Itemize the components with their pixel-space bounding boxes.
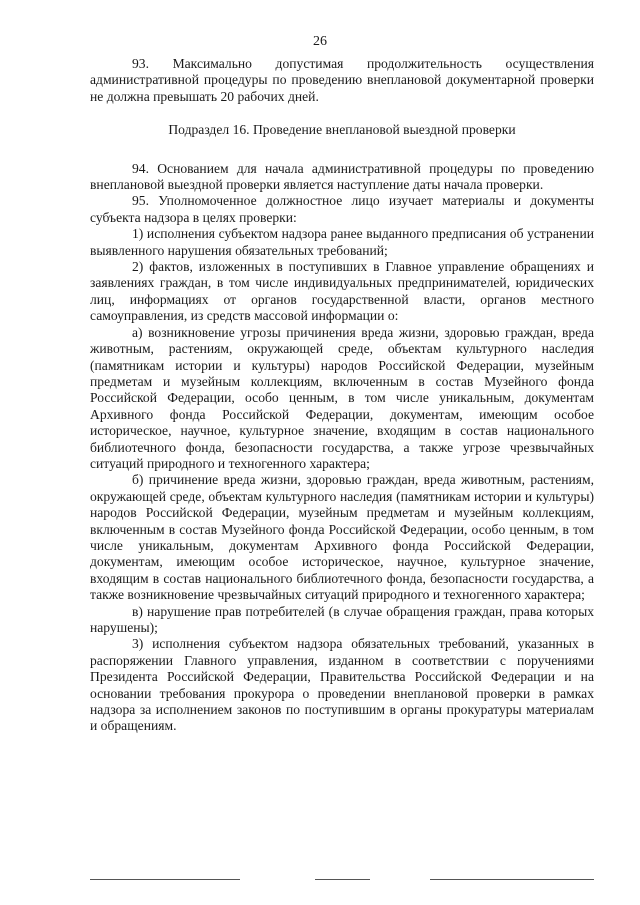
list-item-2: 2) фактов, изложенных в поступивших в Главное управление обращениях и заявлениях граждан, в том числе индивидуальных предпринимателей, юридических лиц, информациях от органов государственной власти, органов местного самоуправления, из средств массовой информации о: [90, 259, 594, 324]
paragraph-93: 93. Максимально допустимая продолжительность осуществления административной процедуры по проведению внеплановой документарной проверки не должна превышать 20 рабочих дней. [90, 56, 594, 104]
paragraph-94: 94. Основанием для начала административной процедуры по проведению внеплановой выездной проверки является наступление даты начала проверки. [90, 160, 594, 193]
footer-rule-right [430, 879, 594, 880]
sub-item-b: б) причинение вреда жизни, здоровью граждан, вреда животным, растениям, окружающей среде, объектам культурного наследия (памятникам истории и культуры) народов Российской Федерации, музейным предметам и музейным коллекциям, включенным в состав Музейного фонда Российской Федерации, особо ценным, в том числе уникальным, документам Архивного фонда Российской Федерации, документам, имеющим особое историческое, научное, культурное значение, входящим в состав национального библиотечного фонда, безопасности государства, а также возникновение чрезвычайных ситуаций природного и техногенного характера; [90, 472, 594, 603]
section-heading: Подраздел 16. Проведение внеплановой выездной проверки [168, 122, 516, 138]
footer-lines [90, 879, 594, 881]
footer-rule-middle [315, 879, 370, 880]
document-body [90, 56, 594, 735]
sub-item-a: а) возникновение угрозы причинения вреда жизни, здоровью граждан, вреда животным, растениям, окружающей среде, объектам культурного наследия (памятникам истории и культуры) народов Российской Федерации, музейным предметам и музейным коллекциям, включенным в состав Музейного фонда Российской Федерации, особо ценным, в том числе уникальным, документам Архивного фонда Российской Федерации, документам, имеющим особое историческое, научное, культурное значение, входящим в состав национального библиотечного фонда, безопасности государства, а также угрозе чрезвычайных ситуаций природного и техногенного характера; [90, 324, 594, 471]
page-number: 26 [313, 34, 327, 49]
paragraph-95: 95. Уполномоченное должностное лицо изучает материалы и документы субъекта надзора в целях проверки: [90, 193, 594, 225]
list-item-1: 1) исполнения субъектом надзора ранее выданного предписания об устранении выявленного нарушения обязательных требований; [90, 226, 594, 258]
sub-item-v: в) нарушение прав потребителей (в случае обращения граждан, права которых нарушены); [90, 603, 594, 635]
footer-rule-left [90, 879, 240, 880]
list-item-3: 3) исполнения субъектом надзора обязательных требований, указанных в распоряжении Главного управления, изданном в соответствии с поручениями Президента Российской Федерации, Правительства Российской Федерации и на основании требования прокурора о проведении внеплановой проверки в рамках надзора за исполнением законов по поступившим в органы прокуратуры материалам и обращениям. [90, 636, 594, 734]
